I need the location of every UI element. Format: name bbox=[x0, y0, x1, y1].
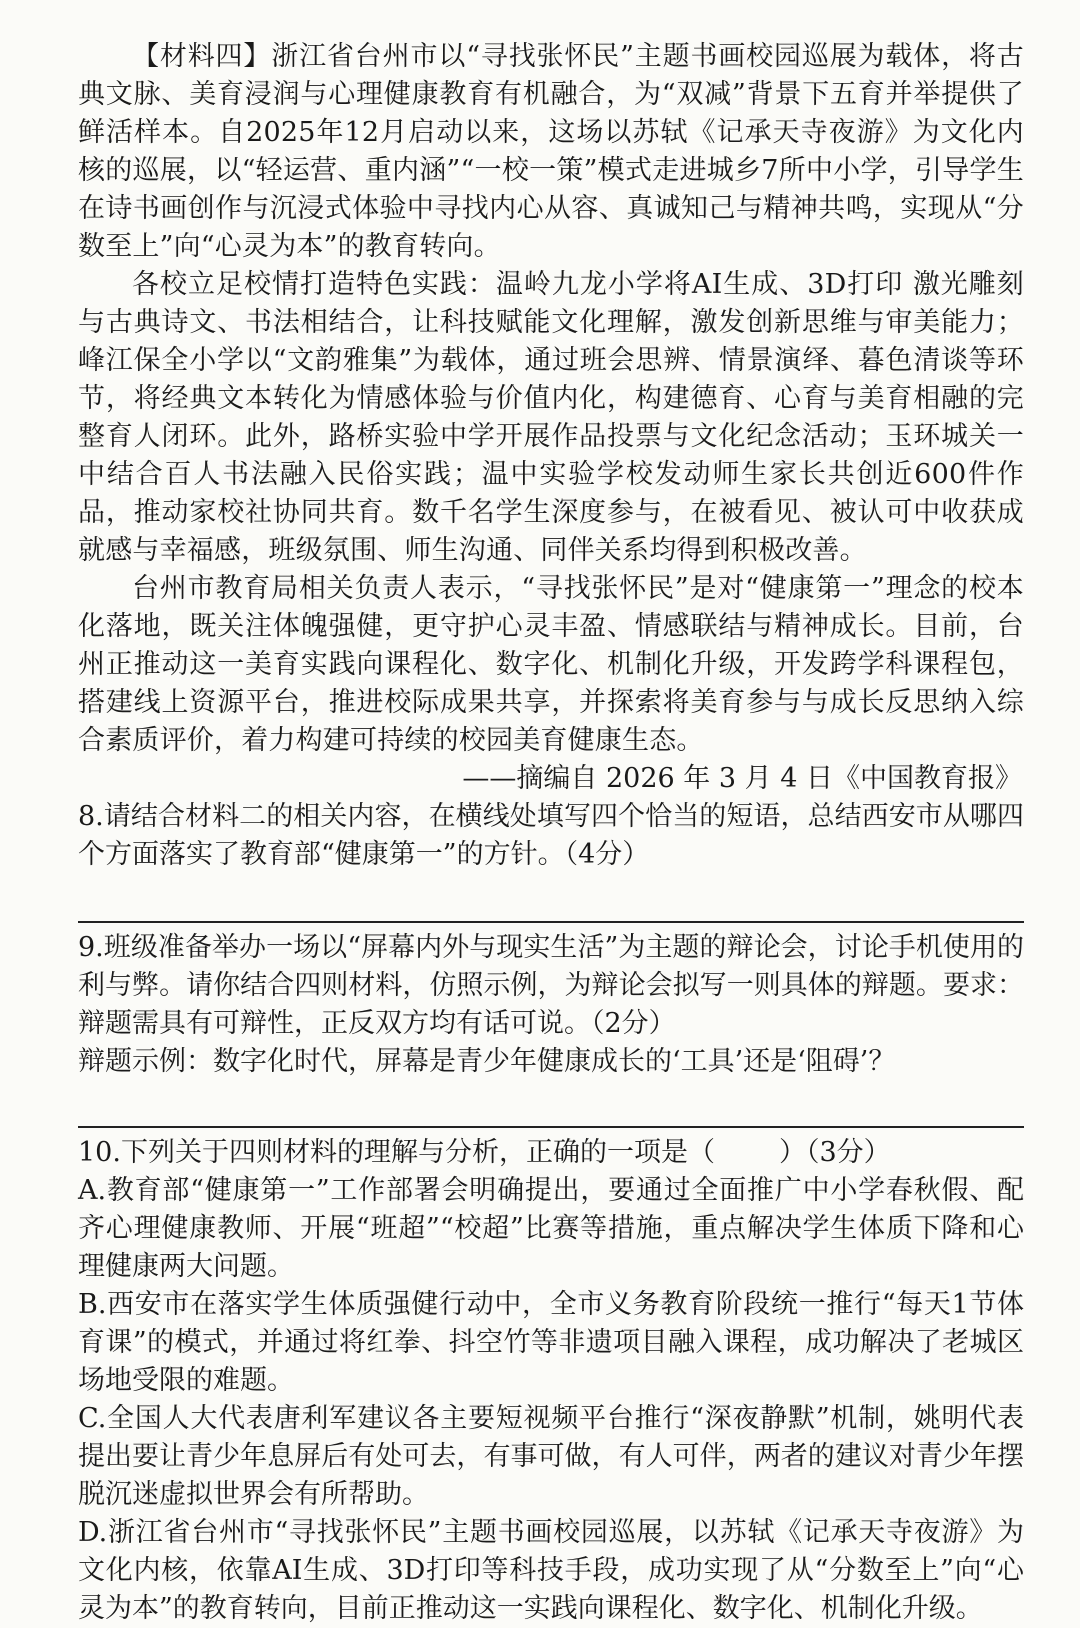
question-9-example: 辩题示例：数字化时代，屏幕是青少年健康成长的‘工具’还是‘阻碍’？ bbox=[78, 1046, 896, 1077]
question-10-stem-before: 10.下列关于四则材料的理解与分析，正确的一项是（ bbox=[78, 1137, 715, 1168]
question-8: 8.请结合材料二的相关内容，在横线处填写四个恰当的短语，总结西安市从哪四个方面落实了教育部“健康第一”的方针。（4分） bbox=[78, 801, 1024, 870]
question-10-stem bbox=[78, 1134, 1024, 1172]
material-4-source: ——摘编自 2026 年 3 月 4 日《中国教育报》 bbox=[462, 763, 1022, 794]
material-4-paragraph-3: 台州市教育局相关负责人表示，“寻找张怀民”是对“健康第一”理念的校本化落地，既关注体魄强健，更守护心灵丰盈、情感联结与精神成长。目前，台州正推动这一美育实践向课程化、数字化、机制化升级，开发跨学科课程包，搭建线上资源平台，推进校际成果共享，并探索将美育参与与成长反思纳入综合素质评价，着力构建可持续的校园美育健康生态。 bbox=[78, 573, 1024, 756]
material-4-paragraph-2: 各校立足校情打造特色实践：温岭九龙小学将AI生成、3D打印 激光雕刻与古典诗文、书法相结合，让科技赋能文化理解，激发创新思维与审美能力；峰江保全小学以“文韵雅集”为载体，通过班会思辨、情景演绎、暮色清谈等环节，将经典文本转化为情感体验与价值内化，构建德育、心育与美育相融的完整育人闭环。此外，路桥实验中学开展作品投票与文化纪念活动；玉环城关一中结合百人书法融入民俗实践；温中实验学校发动师生家长共创近600件作品，推动家校社协同共育。数千名学生深度参与，在被看见、被认可中收获成就感与幸福感，班级氛围、师生沟通、同伴关系均得到积极改善。 bbox=[78, 269, 1024, 566]
question-8-answer-line[interactable] bbox=[78, 920, 1024, 923]
question-9: 9.班级准备举办一场以“屏幕内外与现实生活”为主题的辩论会，讨论手机使用的利与弊。请你结合四则材料，仿照示例，为辩论会拟写一则具体的辩题。要求：辩题需具有可辩性，正反双方均有话可说。（2分） bbox=[78, 932, 1024, 1039]
question-10-stem-after: ）（3分） bbox=[778, 1137, 891, 1168]
question-10-option-a: A.教育部“健康第一”工作部署会明确提出，要通过全面推广中小学春秋假、配齐心理健康教师、开展“班超”“校超”比赛等措施，重点解决学生体质下降和心理健康两大问题。 bbox=[78, 1175, 1024, 1282]
question-10-option-b: B.西安市在落实学生体质强健行动中，全市义务教育阶段统一推行“每天1节体育课”的模式，并通过将红拳、抖空竹等非遗项目融入课程，成功解决了老城区场地受限的难题。 bbox=[78, 1289, 1024, 1396]
question-10-option-d: D.浙江省台州市“寻找张怀民”主题书画校园巡展，以苏轼《记承天寺夜游》为文化内核，依靠AI生成、3D打印等科技手段，成功实现了从“分数至上”向“心灵为本”的教育转向，目前正推动这一实践向课程化、数字化、机制化升级。 bbox=[78, 1517, 1024, 1624]
material-4-paragraph-1: 【材料四】浙江省台州市以“寻找张怀民”主题书画校园巡展为载体，将古典文脉、美育浸润与心理健康教育有机融合，为“双减”背景下五育并举提供了鲜活样本。自2025年12月启动以来，这场以苏轼《记承天寺夜游》为文化内核的巡展，以“轻运营、重内涵”“一校一策”模式走进城乡7所中小学，引导学生在诗书画创作与沉浸式体验中寻找内心从容、真诚知己与精神共鸣，实现从“分数至上”向“心灵为本”的教育转向。 bbox=[78, 41, 1024, 262]
question-9-answer-line[interactable] bbox=[78, 1125, 1024, 1128]
question-10-option-c: C.全国人大代表唐利军建议各主要短视频平台推行“深夜静默”机制，姚明代表提出要让青少年息屏后有处可去，有事可做，有人可伴，两者的建议对青少年摆脱沉迷虚拟世界会有所帮助。 bbox=[78, 1403, 1024, 1510]
